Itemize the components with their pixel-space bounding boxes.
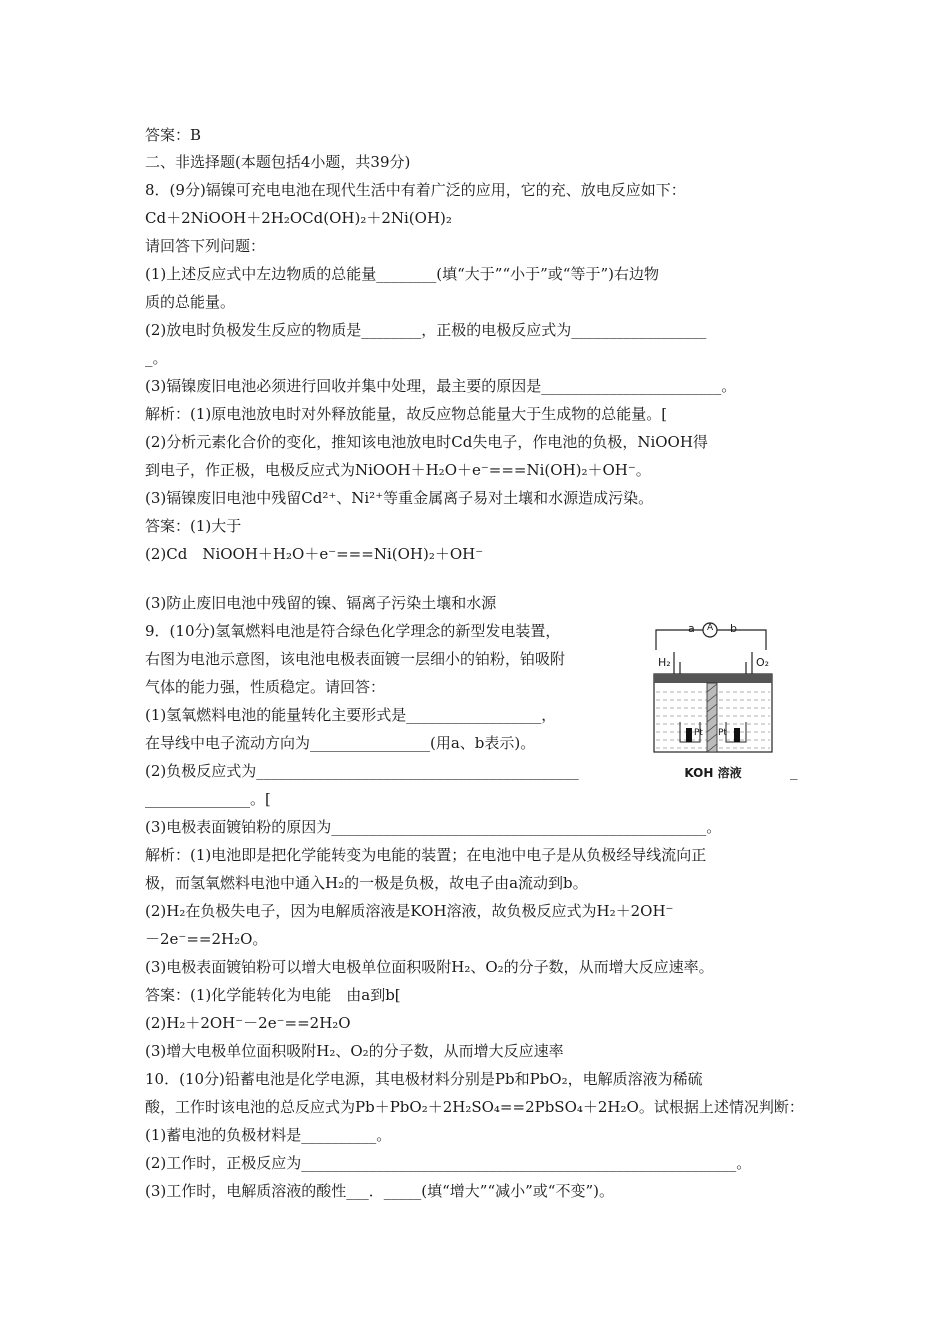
question-9-part-2: (2)负极反应式为___________________________________________ — [145, 762, 579, 780]
answer-line-7: 答案：B — [145, 126, 202, 144]
analysis-8-2-cont: 到电子，作正极，电极反应式为NiOOH＋H₂O＋e⁻===Ni(OH)₂＋OH⁻。 — [145, 461, 651, 479]
answer-8-1: 答案：(1)大于 — [145, 517, 242, 535]
question-9-part-1-cont: 在导线中电子流动方向为________________(用a、b表示)。 — [145, 734, 536, 752]
question-9-stem-cont-1: 右图为电池示意图，该电池电极表面镀一层细小的铂粉，铂吸附 — [145, 650, 566, 668]
label-o2: O₂ — [756, 656, 770, 669]
question-8-part-1-cont: 质的总能量。 — [145, 293, 236, 311]
answer-9-1: 答案：(1)化学能转化为电能 由a到b[ — [145, 986, 401, 1004]
fuel-cell-drawing — [652, 622, 774, 762]
question-8-prompt: 请回答下列问题： — [145, 237, 266, 255]
question-8-part-2-cont: _。 — [145, 349, 168, 367]
question-9-part-3: (3)电极表面镀铂粉的原因为__________________________________________________。 — [145, 818, 722, 836]
label-pt-right: Pt — [718, 728, 727, 738]
question-10-part-2: (2)工作时，正极反应为__________________________________________________________。 — [145, 1154, 752, 1172]
question-10-stem: 10．(10分)铅蓄电池是化学电源，其电极材料分别是Pb和PbO₂，电解质溶液为稀硫 — [145, 1070, 703, 1088]
analysis-9-2-cont: －2e⁻==2H₂O。 — [145, 930, 268, 948]
question-8-equation: Cd＋2NiOOH＋2H₂OCd(OH)₂＋2Ni(OH)₂ — [145, 209, 452, 227]
question-10-part-1: (1)蓄电池的负极材料是__________。 — [145, 1126, 392, 1144]
answer-9-2: (2)H₂＋2OH⁻－2e⁻==2H₂O — [145, 1014, 351, 1032]
ammeter-label: A — [707, 623, 714, 633]
question-8-stem: 8．(9分)镉镍可充电电池在现代生活中有着广泛的应用，它的充、放电反应如下： — [145, 181, 686, 199]
figure-caption: KOH 溶液 — [684, 766, 742, 780]
wire-label-b: b — [730, 622, 737, 635]
question-8-part-2: (2)放电时负极发生反应的物质是________，正极的电极反应式为__________________ — [145, 321, 707, 339]
question-10-part-3: (3)工作时，电解质溶液的酸性___．_____(填“增大”“减小”或“不变”)。 — [145, 1182, 614, 1200]
question-9-part-1: (1)氢氧燃料电池的能量转化主要形式是__________________， — [145, 706, 557, 724]
section-heading: 二、非选择题(本题包括4小题，共39分) — [145, 153, 411, 171]
question-9-stem-cont-2: 气体的能力强，性质稳定。请回答： — [145, 678, 386, 696]
analysis-9-3: (3)电极表面镀铂粉可以增大电极单位面积吸附H₂、O₂的分子数，从而增大反应速率。 — [145, 958, 714, 976]
label-h2: H₂ — [658, 656, 671, 669]
analysis-9-1: 解析：(1)电池即是把化学能转变为电能的装置；在电池中电子是从负极经导线流向正 — [145, 846, 707, 864]
analysis-8-3: (3)镉镍废旧电池中残留Cd²⁺、Ni²⁺等重金属离子易对土壤和水源造成污染。 — [145, 489, 654, 507]
answer-8-3: (3)防止废旧电池中残留的镍、镉离子污染土壤和水源 — [145, 594, 497, 612]
analysis-9-2: (2)H₂在负极失电子，因为电解质溶液是KOH溶液，故负极反应式为H₂＋2OH⁻ — [145, 902, 674, 920]
answer-9-3: (3)增大电极单位面积吸附H₂、O₂的分子数，从而增大反应速率 — [145, 1042, 564, 1060]
answer-8-2: (2)Cd NiOOH＋H₂O＋e⁻===Ni(OH)₂＋OH⁻ — [145, 545, 484, 563]
question-9-part-2-tail: _ — [790, 762, 798, 780]
label-pt-left: Pt — [694, 728, 703, 738]
question-8-part-3: (3)镉镍废旧电池必须进行回收并集中处理，最主要的原因是________________________。 — [145, 377, 737, 395]
analysis-8-1: 解析：(1)原电池放电时对外释放能量，故反应物总能量大于生成物的总能量。[ — [145, 405, 668, 423]
question-9-part-2-cont: ______________。[ — [145, 790, 271, 808]
question-8-part-1: (1)上述反应式中左边物质的总能量________(填“大于”“小于”或“等于”)右边物 — [145, 265, 659, 283]
analysis-9-1-cont: 极，而氢氧燃料电池中通入H₂的一极是负极，故电子由a流动到b。 — [145, 874, 588, 892]
question-9-stem: 9．(10分)氢氧燃料电池是符合绿色化学理念的新型发电装置， — [145, 622, 561, 640]
wire-label-a: a — [688, 622, 695, 635]
question-10-stem-cont: 酸，工作时该电池的总反应式为Pb＋PbO₂＋2H₂SO₄==2PbSO₄＋2H₂O。试根据上述情况判断： — [145, 1098, 804, 1116]
analysis-8-2: (2)分析元素化合价的变化，推知该电池放电时Cd失电子，作电池的负极，NiOOH得 — [145, 433, 708, 451]
fuel-cell-diagram — [652, 622, 774, 782]
